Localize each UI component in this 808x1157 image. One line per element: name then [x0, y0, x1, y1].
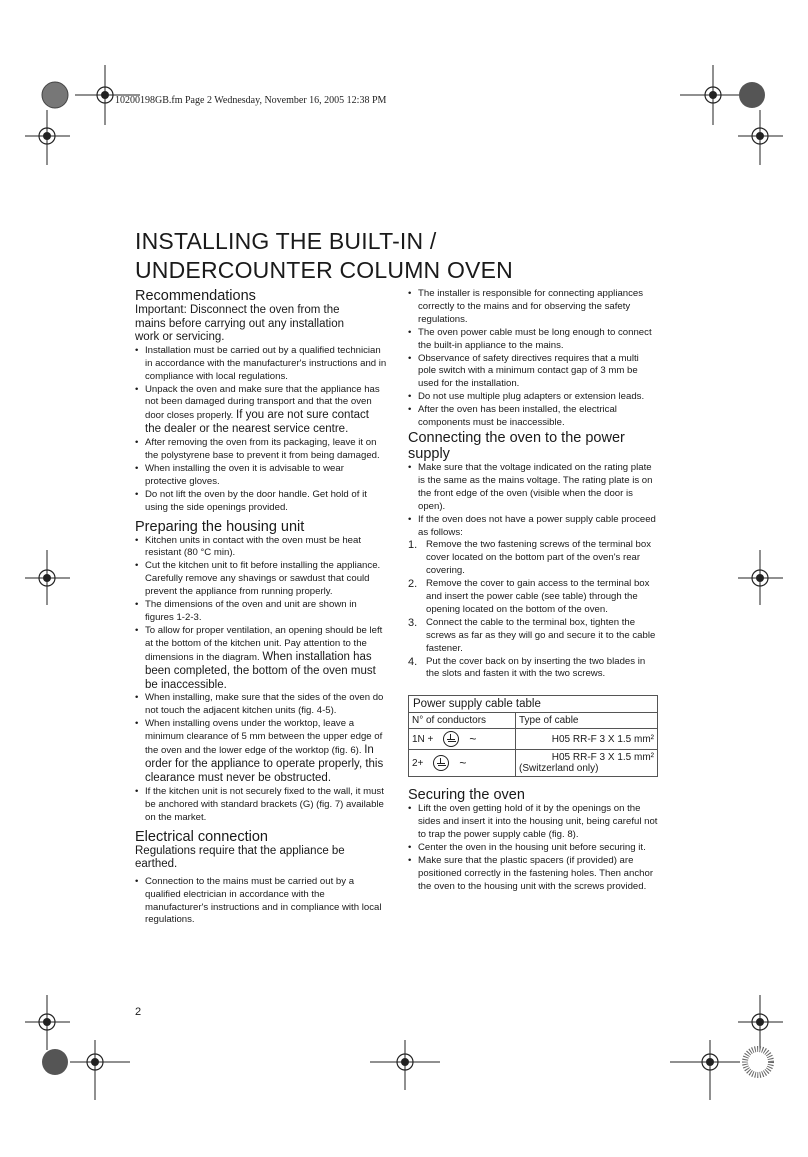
list-item: • When installing, make sure that the sides of the oven do not touch the adjacent kitchen units (fig. 4-5). — [135, 692, 387, 718]
list-item: • If the kitchen unit is not securely fixed to the wall, it must be anchored with standard brackets (G) (fig. 7) available on the market. — [135, 786, 387, 825]
recommendations-list — [135, 345, 387, 515]
left-column — [135, 288, 387, 927]
table-row — [409, 750, 658, 777]
list-item: • Unpack the oven and make sure that the appliance has not been damaged during transport and that the oven door closes properly. If you are not sure contact the dealer or the nearest service centre. — [135, 384, 387, 438]
list-item: • Center the oven in the housing unit before securing it. — [408, 842, 658, 855]
power-supply-heading: Connecting the oven to the power supply — [408, 429, 625, 462]
list-item: • Cut the kitchen unit to fit before installing the appliance. Carefully remove any shavings or sawdust that could prevent the appliance from running properly. — [135, 560, 387, 599]
table-cell: H05 RR-F 3 X 1.5 mm² — [516, 729, 658, 750]
table-cell: 2+ ~ — [409, 750, 516, 777]
page-title-line2: UNDERCOUNTER COLUMN OVEN — [135, 257, 513, 284]
important-notice-line3: work or servicing. — [135, 331, 225, 344]
list-item: • Installation must be carried out by a qualified technician in accordance with the manufacturer's instructions and in compliance with local regulations. — [135, 345, 387, 384]
step-item: 1. Remove the two fastening screws of the terminal box cover located on the bottom part of the oven's rear covering. — [408, 539, 652, 577]
list-item: • Observance of safety directives requires that a multi pole switch with a minimum contact gap of 3 mm be used for the installation. — [408, 353, 658, 392]
power-cable-table — [408, 695, 658, 777]
table-cell: H05 RR-F 3 X 1.5 mm² (Switzerland only) — [516, 750, 658, 777]
electrical-list-left — [135, 876, 387, 928]
table-caption: Power supply cable table — [408, 695, 658, 712]
power-supply-list — [408, 462, 658, 539]
list-item: • After removing the oven from its packaging, leave it on the polystyrene base to prevent it from being damaged. — [135, 437, 387, 463]
page-number: 2 — [135, 1006, 142, 1018]
registration-mark-top-left-lower — [25, 110, 70, 165]
table-header-cell: Type of cable — [516, 713, 658, 729]
list-item: • Make sure that the plastic spacers (if provided) are positioned correctly in the fastening holes. Then anchor the oven to the housing unit with the screws provided. — [408, 855, 658, 894]
list-item: • The dimensions of the oven and unit are shown in figures 1-2-3. — [135, 599, 387, 625]
earth-ground-icon — [433, 755, 449, 771]
list-item: • When installing ovens under the worktop, leave a minimum clearance of 5 mm between the upper edge of the oven and the lower edge of the worktop (fig. 6). In order for the appliance to operate properly, this clearance must never be obstructed. — [135, 718, 387, 786]
step-item: 2. Remove the cover to gain access to the terminal box and insert the power cable (see table) through the opening located on the bottom of the oven. — [408, 578, 650, 615]
housing-heading: Preparing the housing unit — [135, 518, 305, 535]
housing-list — [135, 535, 387, 825]
table-cell: 1N + ~ — [409, 729, 516, 750]
securing-list — [408, 803, 658, 893]
step-item: 3. Connect the cable to the terminal box, tighten the screws as far as they will go and secure it to the cable fastener. — [408, 616, 656, 654]
list-item: • Do not use multiple plug adapters or extension leads. — [408, 391, 658, 404]
emphasis-text: In order for the appliance to operate properly, this clearance must never be obstructed. — [145, 744, 384, 784]
list-item: • When installing the oven it is advisable to wear protective gloves. — [135, 463, 387, 489]
list-item: • If the oven does not have a power supply cable proceed as follows: — [408, 514, 658, 540]
electrical-list-right — [408, 288, 658, 430]
electrical-intro: Regulations require that the appliance be earthed. — [135, 844, 345, 871]
earth-ground-icon — [443, 731, 459, 747]
recommendations-heading: Recommendations — [135, 288, 256, 304]
list-item: • The installer is responsible for connecting appliances correctly to the mains and for observing the safety regulations. — [408, 288, 658, 327]
important-notice-line1: Important: Disconnect the oven from the — [135, 304, 340, 316]
list-item: • Connection to the mains must be carried out by a qualified electrician in accordance with the manufacturer's instructions and in compliance with local regulations. — [135, 876, 387, 928]
emphasis-text: If you are not sure contact the dealer or the nearest service centre. — [145, 409, 369, 436]
registration-mark-top-right-lower — [738, 110, 783, 165]
list-item: • After the oven has been installed, the electrical components must be inaccessible. — [408, 404, 658, 430]
securing-heading: Securing the oven — [408, 787, 525, 804]
right-column — [408, 288, 658, 894]
table-header-row — [409, 713, 658, 729]
registration-mark-bottom-left-lower — [30, 1040, 160, 1115]
registration-mark-bottom-right-lower — [640, 1040, 780, 1115]
emphasis-text: When installation has been completed, the bottom of the oven must be inaccessible. — [145, 650, 376, 691]
registration-mark-mid-right — [738, 550, 783, 605]
list-item: • Kitchen units in contact with the oven must be heat resistant (80 °C min). — [135, 535, 387, 561]
important-notice — [135, 304, 387, 345]
electrical-heading: Electrical connection — [135, 828, 268, 845]
list-item: • The oven power cable must be long enough to connect the built-in appliance to the mains. — [408, 327, 658, 353]
file-header-line: 10200198GB.fm Page 2 Wednesday, November 16, 2005 12:38 PM — [115, 95, 387, 106]
table-header-cell: N° of conductors — [409, 713, 516, 729]
list-item: • Do not lift the oven by the door handle. Get hold of it using the side openings provided. — [135, 489, 387, 515]
list-item: • To allow for proper ventilation, an opening should be left at the bottom of the kitchen unit. Pay attention to the dimensions in the diagram. When installation has been completed, the bottom of the oven must be inaccessible. — [135, 625, 387, 693]
page-title — [135, 227, 695, 285]
registration-mark-mid-left — [25, 550, 70, 605]
table-row — [409, 729, 658, 750]
important-notice-line2: mains before carrying out any installation — [135, 317, 345, 330]
list-item: • Lift the oven getting hold of it by the openings on the sides and insert it into the housing unit, being careful not to trap the power supply cable (fig. 8). — [408, 803, 658, 842]
page-title-line1: INSTALLING THE BUILT-IN / — [135, 228, 437, 255]
power-supply-steps — [408, 539, 658, 681]
list-item: • Make sure that the voltage indicated on the rating plate is the same as the mains voltage. The rating plate is on the front edge of the oven (visible when the door is open). — [408, 462, 658, 514]
registration-mark-bottom-center — [370, 1040, 440, 1100]
step-item: 4. Put the cover back on by inserting the two blades in the slots and fasten it with the two screws. — [408, 655, 646, 680]
